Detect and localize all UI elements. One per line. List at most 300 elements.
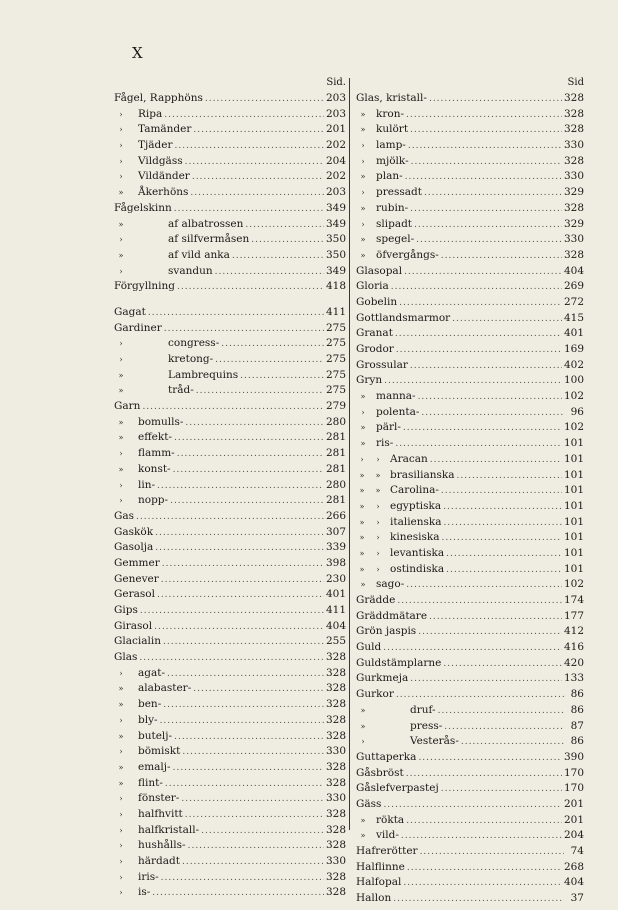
leader-dots <box>139 651 324 667</box>
ditto-mark: » <box>360 250 366 260</box>
ditto-mark-secondary: » <box>375 470 381 480</box>
entry-term: Glasopal <box>356 264 403 277</box>
index-entry <box>114 185 346 201</box>
entry-term: Gottlandsmarmor <box>356 311 451 324</box>
entry-page-number: 328 <box>563 123 584 136</box>
entry-page-number: 281 <box>325 431 346 444</box>
entry-page-number: 204 <box>563 829 584 842</box>
ditto-mark: › <box>119 172 123 182</box>
index-entry <box>356 609 584 625</box>
entry-page-number: 202 <box>325 139 346 152</box>
index-entry <box>114 232 346 248</box>
entry-term: Gloria <box>356 280 389 293</box>
ditto-mark: › <box>361 737 365 747</box>
index-entry <box>356 326 584 342</box>
entry-page-number: 401 <box>325 588 346 601</box>
leader-dots <box>136 510 324 526</box>
ditto-mark: » <box>359 517 365 527</box>
entry-page-number: 401 <box>563 327 584 340</box>
leader-dots <box>148 306 324 322</box>
entry-page-number: 328 <box>563 92 584 104</box>
entry-term: Gagat <box>114 305 146 318</box>
page-number: X <box>132 44 143 62</box>
entry-page-number: 170 <box>563 766 584 779</box>
entry-page-number: 328 <box>325 729 346 742</box>
entry-page-number: 201 <box>325 123 346 136</box>
ditto-mark-secondary: › <box>376 564 380 574</box>
entry-page-number: 203 <box>325 186 346 199</box>
index-entry <box>356 593 584 609</box>
entry-page-number: 349 <box>325 201 346 214</box>
entry-page-number: 281 <box>325 447 346 460</box>
leader-dots <box>446 547 562 563</box>
entry-page-number: 201 <box>563 813 584 826</box>
entry-page-number: 203 <box>325 107 346 120</box>
entry-term: Gaskök <box>114 525 154 538</box>
index-entry <box>114 744 346 760</box>
entry-page-number: 275 <box>325 337 346 350</box>
entry-term: Vildgäss <box>138 154 183 167</box>
entry-term: italienska <box>390 515 442 528</box>
right-entry-list <box>356 91 584 907</box>
entry-term: Guldstämplarne <box>356 656 442 669</box>
entry-term: hushålls- <box>138 839 186 852</box>
index-entry <box>114 791 346 807</box>
leader-dots <box>164 108 324 124</box>
entry-term: Gobelin <box>356 295 398 308</box>
ditto-mark: » <box>359 470 365 480</box>
ditto-mark: › <box>119 857 123 866</box>
leader-dots <box>418 751 562 767</box>
entry-term: Carolina- <box>390 484 439 497</box>
index-entry <box>114 587 346 603</box>
index-entry <box>114 729 346 745</box>
leader-dots <box>429 610 562 626</box>
leader-dots <box>441 531 561 547</box>
index-entry <box>356 405 584 421</box>
entry-term: Gäss <box>356 797 382 810</box>
leader-dots <box>215 353 324 369</box>
entry-term: Åkerhöns <box>138 186 189 199</box>
index-entry <box>114 368 346 384</box>
leader-dots <box>401 829 562 845</box>
index-entry <box>356 248 584 264</box>
ditto-mark: » <box>360 439 366 449</box>
entry-term: sago- <box>376 578 405 591</box>
entry-term: Fågel, Rapphöns <box>114 92 203 104</box>
leader-dots <box>403 876 562 892</box>
entry-page-number: 328 <box>325 886 346 899</box>
leader-dots <box>404 265 562 281</box>
entry-term: kron- <box>376 107 405 120</box>
entry-page-number: 177 <box>563 609 584 622</box>
entry-term: pressadt <box>376 186 422 199</box>
entry-page-number: 328 <box>325 776 346 789</box>
leader-dots <box>174 730 324 746</box>
entry-term: lamp- <box>376 139 406 152</box>
entry-page-number: 101 <box>563 515 584 528</box>
entry-page-number: 418 <box>325 280 346 293</box>
right-column <box>356 75 584 907</box>
entry-page-number: 330 <box>325 792 346 805</box>
leader-dots <box>201 824 324 840</box>
entry-page-number: 350 <box>325 233 346 246</box>
leader-dots <box>142 400 324 416</box>
leader-dots <box>396 343 562 359</box>
left-entry-list <box>114 91 346 901</box>
index-entry <box>356 420 584 436</box>
entry-page-number: 330 <box>563 170 584 183</box>
entry-page-number: 268 <box>563 860 584 873</box>
index-entry <box>356 342 584 358</box>
ditto-mark-secondary: › <box>376 517 380 527</box>
entry-term: egyptiska <box>390 499 442 512</box>
leader-dots <box>410 123 562 139</box>
index-entry <box>114 697 346 713</box>
leader-dots <box>441 484 562 500</box>
entry-page-number: 390 <box>563 750 584 763</box>
leader-dots <box>446 563 562 579</box>
entry-term: Gurkmeja <box>356 672 409 685</box>
index-entry <box>356 640 584 656</box>
leader-dots <box>457 469 562 485</box>
ditto-mark: » <box>360 721 366 731</box>
entry-term: härdadt <box>138 855 180 867</box>
entry-page-number: 101 <box>563 484 584 497</box>
leader-dots <box>403 421 562 437</box>
entry-term: kinesiska <box>390 531 440 544</box>
index-entry <box>114 556 346 572</box>
ditto-mark: » <box>360 580 366 590</box>
index-entry <box>356 719 584 735</box>
ditto-mark: › <box>119 496 123 506</box>
entry-term: iris- <box>138 870 159 883</box>
entry-term: Halfopal <box>356 876 402 889</box>
leader-dots <box>406 767 562 783</box>
index-entry <box>114 493 346 509</box>
leader-dots <box>410 202 562 218</box>
leader-dots <box>443 500 562 516</box>
entry-page-number: 275 <box>325 368 346 381</box>
entry-term: polenta- <box>376 405 420 418</box>
entry-term: öfvergångs- <box>376 248 439 261</box>
entry-page-number: 415 <box>563 311 584 324</box>
index-entry <box>356 169 584 185</box>
entry-page-number: 100 <box>563 374 584 387</box>
leader-dots <box>418 625 562 641</box>
entry-term: Gas <box>114 509 135 522</box>
entry-term: is- <box>138 886 151 899</box>
entry-page-number: 402 <box>563 358 584 371</box>
index-entry <box>356 813 584 829</box>
ditto-mark: › <box>119 141 123 151</box>
ditto-mark: » <box>359 486 365 496</box>
entry-page-number: 101 <box>563 452 584 465</box>
index-entry <box>114 321 346 337</box>
entry-term: agat- <box>138 666 166 679</box>
entry-term: Gips <box>114 604 138 616</box>
index-entry <box>356 546 584 562</box>
ditto-mark: » <box>118 417 124 427</box>
index-entry <box>114 509 346 525</box>
leader-dots <box>429 92 562 108</box>
leader-dots <box>163 698 324 714</box>
index-entry <box>114 336 346 352</box>
leader-dots <box>215 265 324 281</box>
entry-page-number: 255 <box>325 635 346 648</box>
ditto-mark: » <box>359 564 365 574</box>
index-entry <box>356 107 584 123</box>
index-entry <box>356 201 584 217</box>
entry-page-number: 230 <box>325 572 346 585</box>
index-entry <box>356 562 584 578</box>
entry-term: Gurkor <box>356 688 394 701</box>
entry-page-number: 330 <box>563 233 584 246</box>
ditto-mark-secondary: › <box>376 533 380 543</box>
leader-dots <box>162 557 324 573</box>
entry-term: druf- <box>410 703 436 716</box>
index-entry <box>356 389 584 405</box>
leader-dots <box>161 573 324 589</box>
ditto-mark-secondary: » <box>375 486 381 496</box>
entry-page-number: 279 <box>325 400 346 413</box>
ditto-mark: » <box>360 815 366 825</box>
entry-term: kretong- <box>168 353 214 365</box>
leader-dots <box>421 406 564 422</box>
entry-page-number: 266 <box>325 509 346 522</box>
index-entry <box>114 478 346 494</box>
leader-dots <box>438 704 564 720</box>
index-entry <box>356 530 584 546</box>
ditto-mark: › <box>119 825 123 835</box>
index-entry <box>114 264 346 280</box>
entry-term: kulört <box>376 123 409 136</box>
leader-dots <box>430 453 562 469</box>
entry-term: Tjäder <box>138 139 173 152</box>
ditto-mark: › <box>119 235 123 245</box>
entry-page-number: 328 <box>325 698 346 711</box>
ditto-mark: » <box>118 700 124 710</box>
entry-page-number: 330 <box>563 139 584 152</box>
index-entry <box>356 499 584 515</box>
index-entry <box>114 666 346 682</box>
entry-term: tråd- <box>168 384 194 397</box>
ditto-mark: » <box>360 235 366 245</box>
ditto-mark: » <box>118 433 124 443</box>
leader-dots <box>185 155 324 171</box>
entry-page-number: 102 <box>563 421 584 434</box>
entry-term: Gasolja <box>114 541 154 554</box>
leader-dots <box>157 479 324 495</box>
index-entry <box>114 415 346 431</box>
entry-term: flamm- <box>138 447 175 460</box>
entry-page-number: 404 <box>563 876 584 889</box>
entry-page-number: 275 <box>325 353 346 365</box>
ditto-mark: » <box>359 501 365 511</box>
index-entry <box>114 838 346 854</box>
leader-dots <box>393 892 564 908</box>
entry-page-number: 281 <box>325 462 346 475</box>
entry-term: mjölk- <box>376 154 409 167</box>
entry-page-number: 330 <box>325 745 346 758</box>
leader-dots <box>420 845 564 861</box>
leader-dots <box>410 672 562 688</box>
entry-page-number: 416 <box>563 641 584 654</box>
leader-dots <box>424 186 562 202</box>
index-entry <box>356 828 584 844</box>
entry-term: Gemmer <box>114 556 160 569</box>
leader-dots <box>193 682 324 698</box>
leader-dots <box>406 578 562 594</box>
leader-dots <box>444 516 562 532</box>
index-entry <box>356 577 584 593</box>
ditto-mark: » <box>118 386 124 396</box>
ditto-mark: › <box>361 188 365 198</box>
leader-dots <box>384 374 562 390</box>
entry-page-number: 329 <box>563 217 584 230</box>
leader-dots <box>182 745 324 761</box>
entry-page-number: 101 <box>563 546 584 559</box>
entry-term: Lambrequins <box>168 368 239 381</box>
index-entry <box>356 91 584 107</box>
index-entry <box>356 860 584 876</box>
ditto-mark: › <box>361 219 365 229</box>
ditto-mark: › <box>119 339 123 349</box>
leader-dots <box>391 280 562 296</box>
entry-page-number: 329 <box>563 186 584 199</box>
entry-term: af albatrossen <box>168 217 244 230</box>
entry-term: fönster- <box>138 792 180 805</box>
ditto-mark: › <box>119 109 123 119</box>
index-entry <box>114 138 346 154</box>
entry-page-number: 101 <box>563 531 584 544</box>
entry-term: Tamänder <box>138 123 192 136</box>
ditto-mark: » <box>118 219 124 229</box>
entry-page-number: 339 <box>325 541 346 554</box>
ditto-mark: » <box>360 125 366 135</box>
entry-term: rubin- <box>376 201 409 214</box>
index-entry <box>114 122 346 138</box>
entry-page-number: 203 <box>325 92 346 104</box>
index-entry <box>356 436 584 452</box>
entry-term: Ripa <box>138 107 163 120</box>
index-entry <box>114 807 346 823</box>
ditto-mark: » <box>359 533 365 543</box>
leader-dots <box>406 814 562 830</box>
entry-page-number: 349 <box>325 264 346 277</box>
ditto-mark: » <box>118 188 124 198</box>
entry-page-number: 204 <box>325 154 346 167</box>
leader-dots <box>192 170 324 186</box>
entry-page-number: 86 <box>570 688 584 701</box>
index-entry <box>356 781 584 797</box>
index-entry <box>356 279 584 295</box>
leader-dots <box>165 777 324 793</box>
leader-dots <box>441 249 562 265</box>
leader-dots <box>245 218 324 234</box>
entry-page-number: 170 <box>563 782 584 795</box>
entry-page-number: 420 <box>563 656 584 669</box>
leader-dots <box>383 641 562 657</box>
leader-dots <box>407 861 562 877</box>
entry-term: Vildänder <box>138 170 190 183</box>
column-divider <box>349 78 350 830</box>
ditto-mark: › <box>119 355 123 364</box>
index-entry <box>114 681 346 697</box>
ditto-mark-secondary: › <box>376 501 380 511</box>
leader-dots <box>170 494 324 510</box>
index-entry <box>114 823 346 839</box>
index-entry <box>356 217 584 233</box>
entry-term: lin- <box>138 478 156 491</box>
leader-dots <box>182 855 324 871</box>
leader-dots <box>441 782 562 798</box>
leader-dots <box>174 431 324 447</box>
index-entry <box>356 468 584 484</box>
entry-term: manna- <box>376 390 416 403</box>
entry-term: Hallon <box>356 892 392 905</box>
ditto-mark: › <box>119 125 123 135</box>
index-entry <box>356 185 584 201</box>
entry-term: butelj- <box>138 729 173 742</box>
entry-page-number: 280 <box>325 478 346 491</box>
index-entry <box>114 279 346 295</box>
index-entry <box>356 703 584 719</box>
leader-dots <box>397 594 562 610</box>
entry-term: vild- <box>376 829 399 842</box>
entry-term: Gåslefverpastej <box>356 782 439 795</box>
entry-term: halfkristall- <box>138 823 200 836</box>
entry-term: Grön jaspis <box>356 625 417 638</box>
entry-term: Girasol <box>114 619 153 632</box>
entry-term: ostindiska <box>390 562 445 575</box>
ditto-mark: » <box>359 548 365 558</box>
ditto-mark: » <box>360 392 366 402</box>
entry-term: Guttaperka <box>356 750 417 763</box>
entry-term: press- <box>410 719 443 732</box>
index-entry <box>114 169 346 185</box>
ditto-mark: › <box>119 668 123 678</box>
index-entry <box>114 248 346 264</box>
index-entry <box>114 107 346 123</box>
leader-dots <box>395 437 562 453</box>
entry-page-number: 269 <box>563 280 584 293</box>
entry-page-number: 328 <box>563 154 584 167</box>
index-entry <box>356 844 584 860</box>
index-entry <box>356 875 584 891</box>
entry-term: Fågelskinn <box>114 201 172 214</box>
entry-term: Grodor <box>356 343 394 355</box>
index-entry <box>356 452 584 468</box>
ditto-mark: » <box>118 684 124 694</box>
leader-dots <box>188 839 324 855</box>
leader-dots <box>205 92 324 108</box>
leader-dots <box>177 447 324 463</box>
entry-term: ris- <box>376 437 394 450</box>
entry-page-number: 328 <box>325 823 346 836</box>
index-entry <box>356 797 584 813</box>
leader-dots <box>408 139 562 155</box>
index-entry <box>356 656 584 672</box>
leader-dots <box>383 798 562 814</box>
leader-dots <box>163 635 324 651</box>
entry-page-number: 404 <box>325 619 346 632</box>
entry-page-number: 86 <box>570 703 584 716</box>
index-entry <box>114 619 346 635</box>
index-entry <box>114 760 346 776</box>
ditto-mark: › <box>119 480 123 490</box>
entry-page-number: 87 <box>570 719 584 732</box>
